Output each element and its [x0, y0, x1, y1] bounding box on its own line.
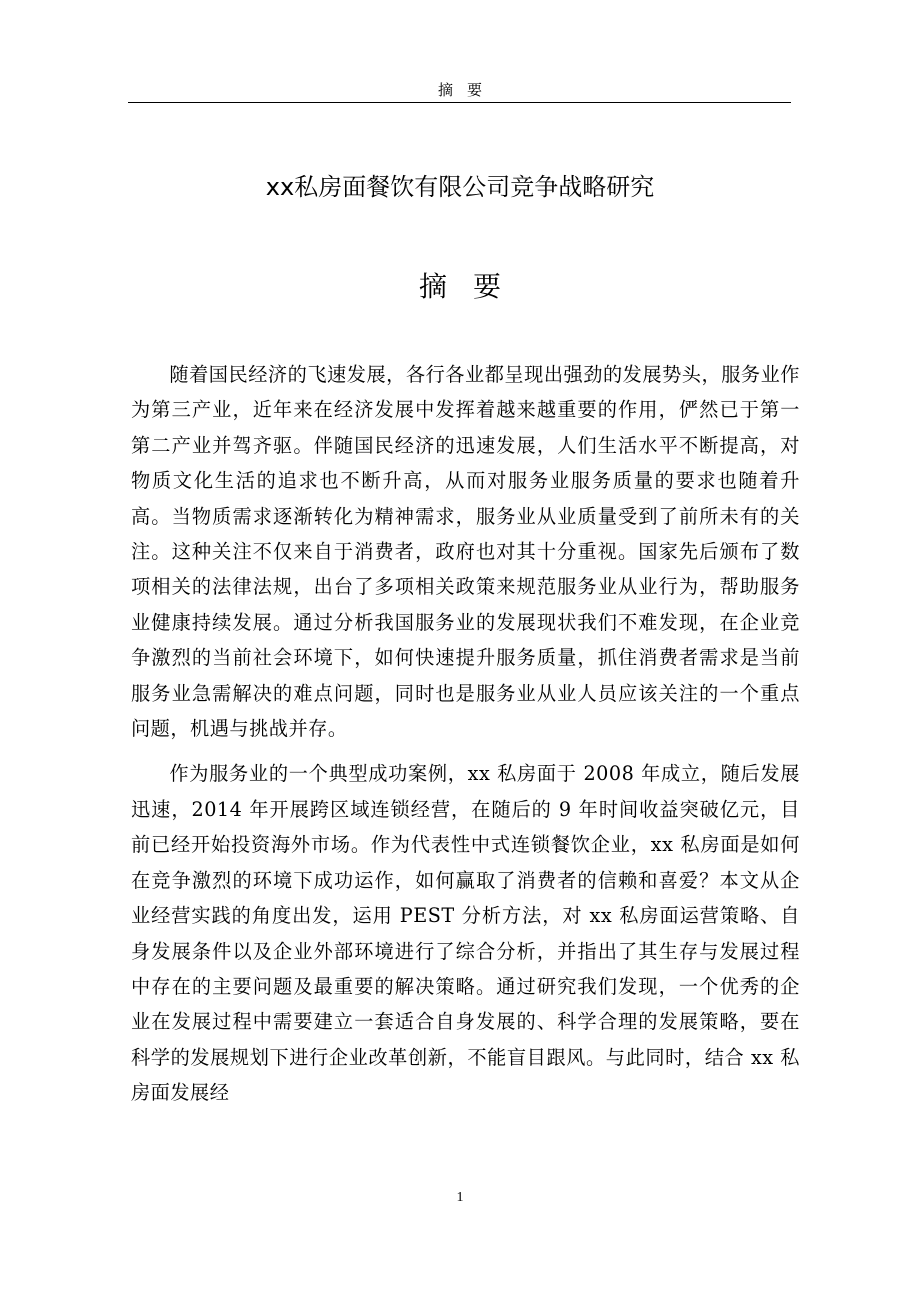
section-heading: 摘要 — [418, 270, 527, 303]
page-number: 1 — [456, 1190, 464, 1205]
abstract-body — [131, 357, 800, 1111]
document-title: xx私房面餐饮有限公司竞争战略研究 — [265, 173, 655, 201]
abstract-paragraph-2: 作为服务业的一个典型成功案例，xx 私房面于 2008 年成立，随后发展迅速，2014 年开展跨区域连锁经营，在随后的 9 年时间收益突破亿元，目前已经开始投资海外市场。作为代表性中式连锁餐饮企业，xx 私房面是如何在竞争激烈的环境下成功运作，如何赢取了消费者的信赖和喜爱？本文从企业经营实践的角度出发，运用 PEST 分析方法，对 xx 私房面运营策略、自身发展条件以及企业外部环境进行了综合分析，并指出了其生存与发展过程中存在的主要问题及最重要的解决策略。通过研究我们发现，一个优秀的企业在发展过程中需要建立一套适合自身发展的、科学合理的发展策略，要在科学的发展规划下进行企业改革创新，不能盲目跟风。与此同时，结合 xx 私房面发展经 — [131, 762, 800, 1105]
header-rule — [128, 102, 791, 103]
running-header: 摘要 — [437, 81, 496, 99]
abstract-paragraph-1: 随着国民经济的飞速发展，各行各业都呈现出强劲的发展势头，服务业作为第三产业，近年来在经济发展中发挥着越来越重要的作用，俨然已于第一第二产业并驾齐驱。伴随国民经济的迅速发展，人们生活水平不断提高，对物质文化生活的追求也不断升高，从而对服务业服务质量的要求也随着升高。当物质需求逐渐转化为精神需求，服务业从业质量受到了前所未有的关注。这种关注不仅来自于消费者，政府也对其十分重视。国家先后颁布了数项相关的法律法规，出台了多项相关政策来规范服务业从业行为，帮助服务业健康持续发展。通过分析我国服务业的发展现状我们不难发现，在企业竞争激烈的当前社会环境下，如何快速提升服务质量，抓住消费者需求是当前服务业急需解决的难点问题，同时也是服务业从业人员应该关注的一个重点问题，机遇与挑战并存。 — [131, 363, 800, 741]
